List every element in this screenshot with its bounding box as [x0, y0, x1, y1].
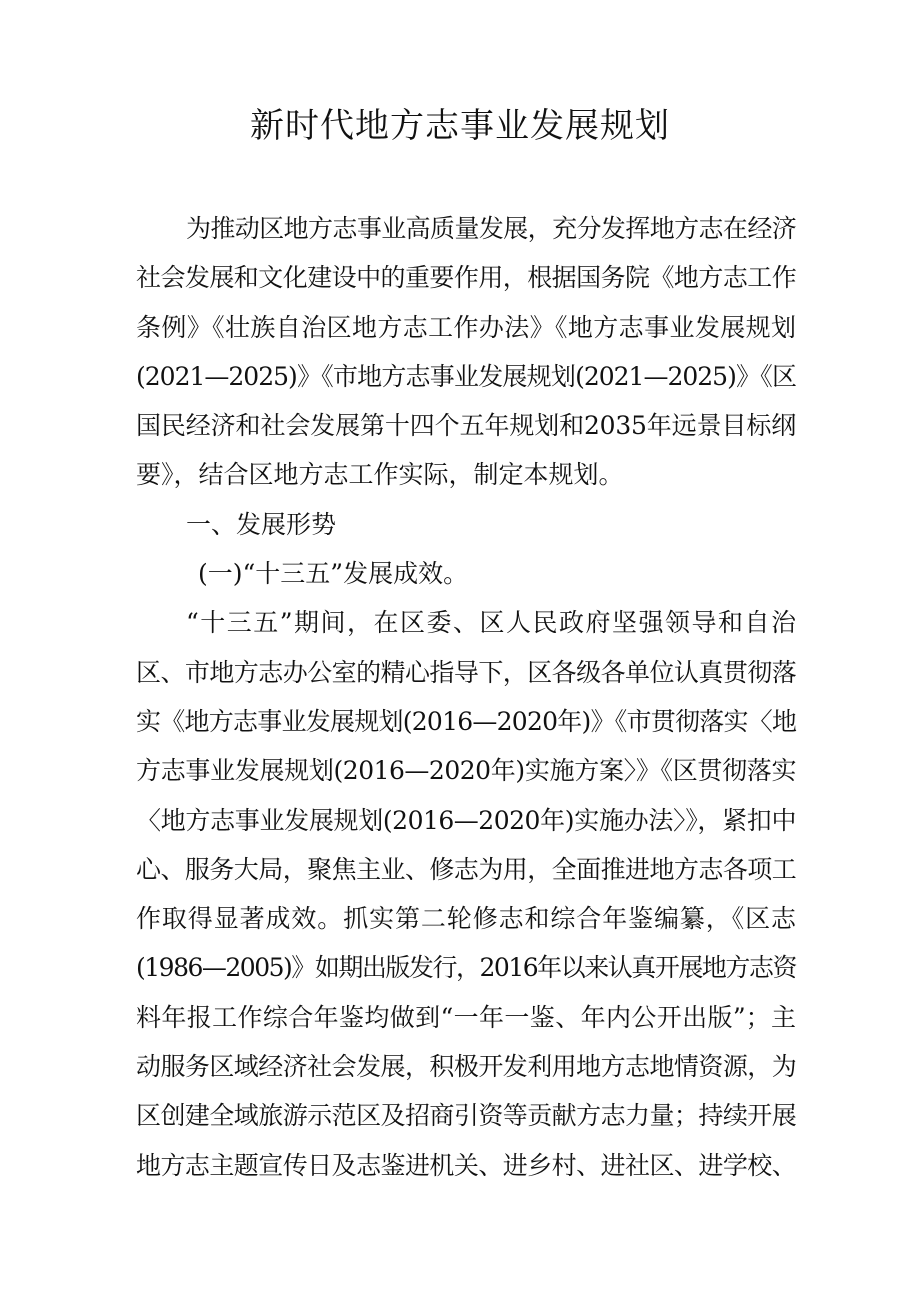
paragraph-line: 条例》《壮族自治区地方志工作办法》《地方志事业发展规划 [136, 312, 796, 342]
paragraph-line: (2021—2025)》《市地方志事业发展规划(2021—2025)》《区 [136, 361, 796, 391]
paragraph-line: 要》，结合区地方志工作实际，制定本规划。 [136, 460, 624, 490]
document-body [136, 204, 796, 1190]
paragraph-line: “十三五”期间，在区委、区人民政府坚强领导和自治 [186, 608, 796, 638]
section-heading: 一、发展形势 [186, 509, 337, 539]
paragraph-line: 动服务区域经济社会发展，积极开发利用地方志地情资源，为 [136, 1052, 796, 1082]
paragraph-line: 社会发展和文化建设中的重要作用，根据国务院《地方志工作 [136, 263, 796, 293]
paragraph-line: (1986—2005)》如期出版发行，2016年以来认真开展地方志资 [136, 953, 796, 983]
paragraph-line: 实《地方志事业发展规划(2016—2020年)》《市贯彻落实〈地 [136, 706, 797, 736]
paragraph-line: 区、市地方志办公室的精心指导下，区各级各单位认真贯彻落 [136, 657, 796, 687]
paragraph-line: 为推动区地方志事业高质量发展，充分发挥地方志在经济 [186, 214, 796, 243]
paragraph-line: 〈地方志事业发展规划(2016—2020年)实施办法〉》，紧扣中 [136, 805, 796, 835]
paragraph-line: 料年报工作综合年鉴均做到“一年一鉴、年内公开出版”；主 [136, 1002, 796, 1032]
paragraph-line: 方志事业发展规划(2016—2020年)实施方案〉》《区贯彻落实 [136, 756, 796, 786]
paragraph-line: 国民经济和社会发展第十四个五年规划和2035年远景目标纲 [136, 411, 796, 441]
subsection-heading: (一)“十三五”发展成效。 [198, 559, 469, 589]
document-title: 新时代地方志事业发展规划 [250, 106, 670, 146]
paragraph-line: 作取得显著成效。抓实第二轮修志和综合年鉴编纂，《区志 [136, 904, 796, 934]
paragraph-line: 心、服务大局，聚焦主业、修志为用，全面推进地方志各项工 [136, 854, 796, 884]
paragraph-line: 区创建全域旅游示范区及招商引资等贡献方志力量；持续开展 [136, 1101, 796, 1131]
paragraph-line: 地方志主题宣传日及志鉴进机关、进乡村、进社区、进学校、 [136, 1150, 796, 1180]
